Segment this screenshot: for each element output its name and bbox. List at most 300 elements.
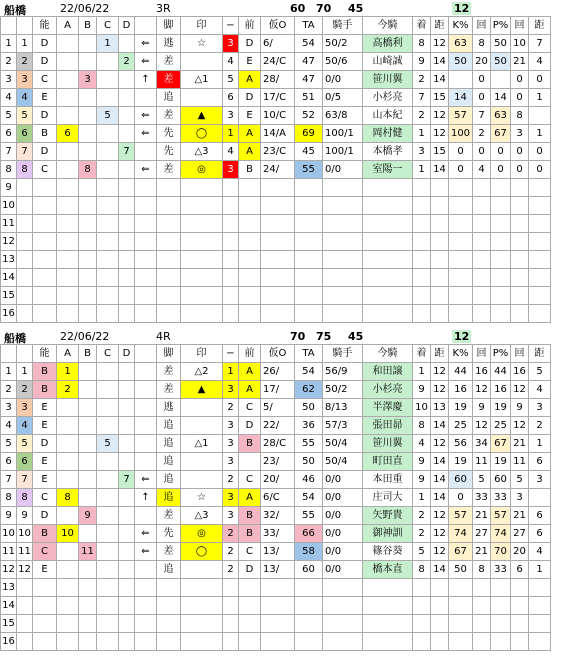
empty-cell [413, 305, 431, 323]
column-header: P% [491, 345, 511, 363]
finish-position: 9 [413, 453, 431, 471]
jockey-name[interactable]: 矢野貴 [363, 507, 413, 525]
jockey-record: 50/2 [323, 381, 363, 399]
jockey-name[interactable]: 山崎誠 [363, 53, 413, 71]
column-header [1, 17, 17, 35]
horse-number: 6 [17, 453, 33, 471]
empty-cell [157, 287, 181, 305]
empty-cell [97, 269, 119, 287]
empty-cell [511, 197, 529, 215]
empty-cell [431, 215, 449, 233]
previous-rank: B [239, 161, 261, 179]
prediction-mark[interactable] [181, 561, 223, 579]
empty-cell [33, 305, 57, 323]
empty-cell [449, 305, 473, 323]
row-index: 13 [1, 579, 17, 597]
jockey-name[interactable]: 和田譲 [363, 363, 413, 381]
empty-cell [473, 579, 491, 597]
trend-arrow: ⇐ [135, 107, 157, 125]
running-style: 差 [157, 363, 181, 381]
p-percent: 25 [491, 417, 511, 435]
empty-cell [261, 215, 295, 233]
prediction-mark[interactable]: ◎ [181, 525, 223, 543]
k-count: 11 [473, 453, 491, 471]
rank-a [57, 507, 79, 525]
rank-b [79, 125, 97, 143]
empty-cell [431, 197, 449, 215]
dist-count: 1 [529, 435, 551, 453]
provisional-odds: 24/C [261, 53, 295, 71]
empty-cell [57, 597, 79, 615]
race-block [0, 328, 573, 648]
empty-cell [135, 269, 157, 287]
previous-rank: D [239, 417, 261, 435]
empty-cell [79, 597, 97, 615]
empty-cell [17, 269, 33, 287]
prediction-mark[interactable] [181, 89, 223, 107]
empty-cell [413, 597, 431, 615]
empty-cell [33, 615, 57, 633]
grid-header-row [1, 17, 551, 35]
empty-cell [33, 633, 57, 651]
rank-c [97, 489, 119, 507]
table-row [1, 125, 551, 143]
column-header: B [79, 17, 97, 35]
empty-cell [33, 269, 57, 287]
jockey-name[interactable]: 本田重 [363, 471, 413, 489]
previous-rank: A [239, 143, 261, 161]
provisional-odds: 17/ [261, 381, 295, 399]
column-header: K% [449, 17, 473, 35]
empty-cell [119, 287, 135, 305]
column-header: 今騎 [363, 345, 413, 363]
empty-cell [239, 269, 261, 287]
finish-position: 2 [413, 507, 431, 525]
finish-position: 1 [413, 161, 431, 179]
column-header: 仮O [261, 345, 295, 363]
column-header: 印 [181, 345, 223, 363]
jockey-name[interactable]: 半澤慶 [363, 399, 413, 417]
rank-d [119, 107, 135, 125]
k-percent [449, 71, 473, 89]
jockey-record: 50/6 [323, 53, 363, 71]
prediction-mark[interactable]: ◎ [181, 161, 223, 179]
rank-c [97, 125, 119, 143]
empty-cell [33, 215, 57, 233]
race-date: 22/06/22 [60, 2, 110, 15]
empty-cell [431, 233, 449, 251]
dist-count: 4 [529, 381, 551, 399]
empty-cell [119, 251, 135, 269]
empty-cell [431, 269, 449, 287]
provisional-odds: 26/ [261, 363, 295, 381]
empty-cell [449, 579, 473, 597]
ta-score: 66 [295, 525, 323, 543]
empty-cell [473, 269, 491, 287]
empty-cell [529, 287, 551, 305]
jockey-name[interactable]: 庄司大 [363, 489, 413, 507]
rank-d [119, 417, 135, 435]
k-count: 33 [473, 489, 491, 507]
ta-score: 55 [295, 435, 323, 453]
ability-class: D [33, 107, 57, 125]
empty-cell [529, 269, 551, 287]
column-header: 仮O [261, 17, 295, 35]
empty-cell [239, 633, 261, 651]
ta-score: 55 [295, 161, 323, 179]
empty-cell [97, 215, 119, 233]
empty-cell [529, 197, 551, 215]
column-header: 能 [33, 17, 57, 35]
p-percent: 33 [491, 561, 511, 579]
p-count: 0 [511, 143, 529, 161]
rank-c [97, 543, 119, 561]
minus-value: 3 [223, 107, 239, 125]
jockey-record: 0/0 [323, 543, 363, 561]
k-count: 8 [473, 561, 491, 579]
ability-class: C [33, 489, 57, 507]
ability-class: C [33, 161, 57, 179]
jockey-name[interactable]: 笹川翼 [363, 71, 413, 89]
prediction-mark[interactable]: ▲ [181, 107, 223, 125]
provisional-odds: 14/A [261, 125, 295, 143]
jockey-record: 0/0 [323, 561, 363, 579]
empty-cell [79, 215, 97, 233]
row-index: 5 [1, 435, 17, 453]
minus-value: 3 [223, 489, 239, 507]
empty-cell [295, 305, 323, 323]
empty-cell [261, 251, 295, 269]
empty-cell [181, 197, 223, 215]
rank-b [79, 525, 97, 543]
jockey-name[interactable]: 橋本直 [363, 561, 413, 579]
finish-position: 1 [413, 489, 431, 507]
empty-cell [223, 597, 239, 615]
distance: 14 [431, 471, 449, 489]
ta-score: 52 [295, 107, 323, 125]
jockey-record: 100/1 [323, 143, 363, 161]
empty-cell [295, 287, 323, 305]
jockey-name[interactable]: 室陽一 [363, 161, 413, 179]
row-index: 7 [1, 143, 17, 161]
k-count: 7 [473, 107, 491, 125]
empty-cell [17, 633, 33, 651]
empty-cell [413, 233, 431, 251]
jockey-record: 50/4 [323, 453, 363, 471]
jockey-name[interactable]: 岡村健 [363, 125, 413, 143]
trend-arrow [135, 89, 157, 107]
rank-d [119, 399, 135, 417]
empty-cell [223, 579, 239, 597]
k-count: 12 [473, 417, 491, 435]
horse-number: 10 [17, 525, 33, 543]
empty-cell [473, 305, 491, 323]
prediction-mark[interactable]: △2 [181, 363, 223, 381]
finish-position: 5 [413, 543, 431, 561]
jockey-name[interactable]: 笹川翼 [363, 435, 413, 453]
previous-rank: C [239, 543, 261, 561]
empty-cell [17, 597, 33, 615]
k-percent: 50 [449, 53, 473, 71]
k-percent: 67 [449, 543, 473, 561]
minus-value: 4 [223, 143, 239, 161]
k-percent: 19 [449, 453, 473, 471]
empty-cell [239, 615, 261, 633]
prediction-mark[interactable]: ◯ [181, 543, 223, 561]
previous-rank: A [239, 125, 261, 143]
provisional-odds: 23/C [261, 143, 295, 161]
empty-cell [57, 251, 79, 269]
empty-cell [449, 633, 473, 651]
k-count: 21 [473, 507, 491, 525]
rank-b [79, 35, 97, 53]
rank-c: 5 [97, 107, 119, 125]
empty-cell [119, 197, 135, 215]
ta-score: 47 [295, 71, 323, 89]
column-header: 印 [181, 17, 223, 35]
k-percent: 19 [449, 399, 473, 417]
rank-b [79, 471, 97, 489]
provisional-odds: 13/ [261, 561, 295, 579]
rank-d [119, 363, 135, 381]
previous-rank: A [239, 71, 261, 89]
row-index: 10 [1, 197, 17, 215]
empty-cell [431, 615, 449, 633]
empty-cell [431, 579, 449, 597]
k-count: 34 [473, 435, 491, 453]
empty-cell [261, 579, 295, 597]
rank-b [79, 435, 97, 453]
empty-cell [363, 197, 413, 215]
k-count: 20 [473, 53, 491, 71]
column-header: 着 [413, 17, 431, 35]
jockey-name[interactable]: 山本紀 [363, 107, 413, 125]
k-percent: 14 [449, 89, 473, 107]
rank-d: 7 [119, 471, 135, 489]
table-row [1, 615, 551, 633]
distance: 12 [431, 525, 449, 543]
jockey-record: 100/1 [323, 125, 363, 143]
distance: 14 [431, 489, 449, 507]
ta-score: 46 [295, 471, 323, 489]
empty-cell [239, 197, 261, 215]
p-percent: 16 [491, 381, 511, 399]
empty-cell [413, 615, 431, 633]
table-row [1, 287, 551, 305]
column-header: 回 [511, 345, 529, 363]
prediction-mark[interactable]: ☆ [181, 489, 223, 507]
rank-c [97, 525, 119, 543]
dist-count: 6 [529, 453, 551, 471]
pace-value: 60 [290, 2, 306, 15]
empty-cell [157, 597, 181, 615]
empty-cell [295, 251, 323, 269]
p-count: 16 [511, 363, 529, 381]
prediction-mark[interactable] [181, 471, 223, 489]
running-style: 追 [157, 453, 181, 471]
row-index: 3 [1, 399, 17, 417]
provisional-odds: 28/C [261, 435, 295, 453]
empty-cell [181, 251, 223, 269]
ability-class: D [33, 507, 57, 525]
distance: 15 [431, 143, 449, 161]
prediction-mark[interactable]: ▲ [181, 381, 223, 399]
previous-rank: C [239, 471, 261, 489]
empty-cell [261, 615, 295, 633]
empty-cell [261, 633, 295, 651]
empty-cell [449, 197, 473, 215]
empty-cell [449, 179, 473, 197]
k-count: 21 [473, 543, 491, 561]
k-count: 0 [473, 89, 491, 107]
running-style: 追 [157, 417, 181, 435]
empty-cell [323, 615, 363, 633]
empty-cell [449, 215, 473, 233]
ability-class: D [33, 435, 57, 453]
k-count: 2 [473, 125, 491, 143]
ta-score: 54 [295, 363, 323, 381]
finish-position: 8 [413, 417, 431, 435]
p-count: 0 [511, 89, 529, 107]
empty-cell [135, 197, 157, 215]
prediction-mark[interactable] [181, 453, 223, 471]
running-style: 先 [157, 525, 181, 543]
trend-arrow: ⇐ [135, 35, 157, 53]
ability-class: B [33, 525, 57, 543]
empty-cell [323, 215, 363, 233]
p-count: 10 [511, 35, 529, 53]
running-style: 差 [157, 161, 181, 179]
prediction-mark[interactable] [181, 53, 223, 71]
finish-position: 2 [413, 71, 431, 89]
prediction-mark[interactable]: △1 [181, 71, 223, 89]
k-count: 9 [473, 399, 491, 417]
prediction-mark[interactable] [181, 417, 223, 435]
empty-cell [323, 597, 363, 615]
empty-cell [79, 251, 97, 269]
empty-cell [295, 597, 323, 615]
column-header: 回 [473, 17, 491, 35]
row-index: 14 [1, 269, 17, 287]
k-count: 4 [473, 161, 491, 179]
dist-count: 6 [529, 507, 551, 525]
empty-cell [491, 305, 511, 323]
column-header: K% [449, 345, 473, 363]
dist-count: 1 [529, 89, 551, 107]
column-header [135, 17, 157, 35]
empty-cell [223, 615, 239, 633]
trend-arrow: ↑ [135, 489, 157, 507]
rank-a: 6 [57, 125, 79, 143]
empty-cell [473, 233, 491, 251]
empty-cell [135, 233, 157, 251]
row-index: 16 [1, 305, 17, 323]
empty-cell [295, 633, 323, 651]
trend-arrow: ⇐ [135, 125, 157, 143]
p-count: 0 [511, 161, 529, 179]
ability-class: D [33, 143, 57, 161]
rank-b [79, 453, 97, 471]
row-index: 2 [1, 53, 17, 71]
empty-cell [79, 197, 97, 215]
jockey-name[interactable]: 小杉亮 [363, 381, 413, 399]
column-header: 回 [511, 17, 529, 35]
prediction-mark[interactable] [181, 399, 223, 417]
row-index: 15 [1, 287, 17, 305]
p-percent: 19 [491, 453, 511, 471]
column-header: TA [295, 17, 323, 35]
jockey-name[interactable]: 張田昴 [363, 417, 413, 435]
table-row [1, 435, 551, 453]
table-row [1, 233, 551, 251]
empty-cell [157, 615, 181, 633]
distance: 14 [431, 71, 449, 89]
jockey-name[interactable]: 御神訓 [363, 525, 413, 543]
empty-cell [97, 579, 119, 597]
rank-a [57, 143, 79, 161]
dist-count: 3 [529, 399, 551, 417]
finish-position: 7 [413, 89, 431, 107]
k-percent: 0 [449, 489, 473, 507]
empty-cell [157, 215, 181, 233]
distance-badge: 12 [454, 330, 470, 343]
empty-cell [413, 251, 431, 269]
jockey-name[interactable]: 高橋利 [363, 35, 413, 53]
provisional-odds: 6/ [261, 35, 295, 53]
prediction-mark[interactable]: △3 [181, 143, 223, 161]
jockey-name[interactable]: 小杉亮 [363, 89, 413, 107]
row-index: 6 [1, 125, 17, 143]
column-header: 脚 [157, 345, 181, 363]
empty-cell [33, 179, 57, 197]
p-percent: 50 [491, 35, 511, 53]
empty-cell [79, 179, 97, 197]
rank-b [79, 143, 97, 161]
dist-count: 0 [529, 143, 551, 161]
empty-cell [511, 597, 529, 615]
rank-a [57, 53, 79, 71]
rank-b: 11 [79, 543, 97, 561]
running-style: 差 [157, 381, 181, 399]
table-row [1, 381, 551, 399]
k-percent: 16 [449, 381, 473, 399]
empty-cell [239, 305, 261, 323]
prediction-mark[interactable]: △1 [181, 435, 223, 453]
prediction-mark[interactable]: ☆ [181, 35, 223, 53]
jockey-name[interactable]: 町田直 [363, 453, 413, 471]
prediction-mark[interactable]: △3 [181, 507, 223, 525]
empty-cell [323, 287, 363, 305]
empty-cell [529, 179, 551, 197]
prediction-mark[interactable]: ◯ [181, 125, 223, 143]
empty-cell [57, 633, 79, 651]
rank-b [79, 363, 97, 381]
empty-cell [17, 615, 33, 633]
minus-value: 1 [223, 125, 239, 143]
rank-c [97, 399, 119, 417]
jockey-name[interactable]: 本橋孝 [363, 143, 413, 161]
provisional-odds: 20/ [261, 471, 295, 489]
empty-cell [181, 233, 223, 251]
ta-score: 45 [295, 143, 323, 161]
p-count: 20 [511, 543, 529, 561]
horse-number: 3 [17, 399, 33, 417]
p-count: 3 [511, 125, 529, 143]
rank-d [119, 507, 135, 525]
k-count: 0 [473, 143, 491, 161]
rank-d [119, 561, 135, 579]
jockey-name[interactable]: 篠谷葵 [363, 543, 413, 561]
